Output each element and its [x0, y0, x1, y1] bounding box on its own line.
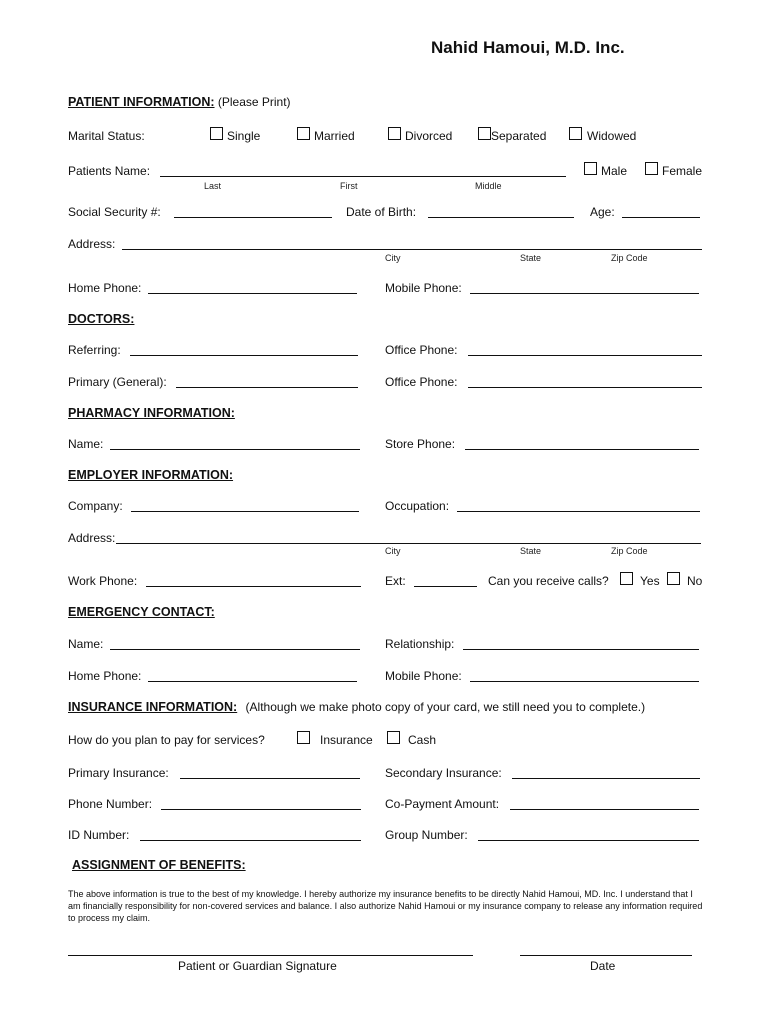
dob-field[interactable]	[428, 217, 574, 218]
widowed-checkbox[interactable]	[569, 127, 582, 140]
office-phone-label: Office Phone:	[385, 343, 458, 357]
pharmacy-name-field[interactable]	[110, 449, 360, 450]
primary-insurance-field[interactable]	[180, 778, 360, 779]
cash-checkbox[interactable]	[387, 731, 400, 744]
mobile-phone-label: Mobile Phone:	[385, 281, 462, 295]
address-field[interactable]	[122, 249, 702, 250]
insurance-option-label: Insurance	[320, 733, 373, 747]
male-option-label: Male	[601, 164, 628, 178]
relationship-field[interactable]	[463, 649, 699, 650]
store-phone-field[interactable]	[465, 449, 699, 450]
ssn-label: Social Security #:	[68, 205, 161, 219]
dob-label: Date of Birth:	[346, 205, 417, 219]
emergency-heading: EMERGENCY CONTACT:	[68, 605, 215, 619]
referring-label: Referring:	[68, 343, 121, 357]
name-last-caption: Last	[204, 181, 222, 191]
primary-office-phone-field[interactable]	[468, 387, 702, 388]
pharmacy-heading: PHARMACY INFORMATION:	[68, 406, 235, 420]
work-phone-label: Work Phone:	[68, 574, 138, 588]
home-phone-field[interactable]	[148, 293, 357, 294]
divorced-option-label: Divorced	[405, 129, 453, 143]
office-phone-label: Office Phone:	[385, 375, 458, 389]
calls-no-label: No	[687, 574, 703, 588]
emergency-mobile-phone-label: Mobile Phone:	[385, 669, 462, 683]
secondary-insurance-label: Secondary Insurance:	[385, 766, 502, 780]
name-first-caption: First	[340, 181, 358, 191]
date-label: Date	[590, 959, 616, 973]
company-field[interactable]	[131, 511, 359, 512]
occupation-label: Occupation:	[385, 499, 450, 513]
pay-question: How do you plan to pay for services?	[68, 733, 265, 747]
female-option-label: Female	[662, 164, 703, 178]
employer-address-label: Address:	[68, 531, 116, 545]
pharmacy-name-label: Name:	[68, 437, 104, 451]
ext-field[interactable]	[414, 586, 477, 587]
primary-doctor-label: Primary (General):	[68, 375, 167, 389]
store-phone-label: Store Phone:	[385, 437, 456, 451]
mobile-phone-field[interactable]	[470, 293, 699, 294]
group-number-field[interactable]	[478, 840, 699, 841]
insurance-heading-row	[68, 700, 645, 714]
assignment-heading: ASSIGNMENT OF BENEFITS:	[72, 858, 246, 872]
occupation-field[interactable]	[457, 511, 700, 512]
separated-checkbox[interactable]	[478, 127, 491, 140]
address-city-caption: City	[385, 253, 401, 263]
id-number-label: ID Number:	[68, 828, 130, 842]
group-number-label: Group Number:	[385, 828, 468, 842]
date-field[interactable]	[520, 955, 692, 956]
emergency-name-field[interactable]	[110, 649, 360, 650]
address-label: Address:	[68, 237, 116, 251]
primary-insurance-label: Primary Insurance:	[68, 766, 169, 780]
single-option-label: Single	[227, 129, 261, 143]
insurance-checkbox[interactable]	[297, 731, 310, 744]
employer-city-caption: City	[385, 546, 401, 556]
separated-option-label: Separated	[491, 129, 547, 143]
calls-no-checkbox[interactable]	[667, 572, 680, 585]
secondary-insurance-field[interactable]	[512, 778, 700, 779]
emergency-home-phone-field[interactable]	[148, 681, 357, 682]
ext-label: Ext:	[385, 574, 406, 588]
insurance-phone-field[interactable]	[161, 809, 361, 810]
name-middle-caption: Middle	[475, 181, 502, 191]
id-number-field[interactable]	[140, 840, 361, 841]
widowed-option-label: Widowed	[587, 129, 637, 143]
age-label: Age:	[590, 205, 615, 219]
signature-label: Patient or Guardian Signature	[178, 959, 337, 973]
emergency-name-label: Name:	[68, 637, 104, 651]
calls-yes-label: Yes	[640, 574, 660, 588]
insurance-phone-label: Phone Number:	[68, 797, 153, 811]
employer-address-field[interactable]	[116, 543, 701, 544]
calls-question: Can you receive calls?	[488, 574, 609, 588]
home-phone-label: Home Phone:	[68, 281, 142, 295]
assignment-text: The above information is true to the best of my knowledge. I hereby authorize my insurance benefits to be directly Nahid Hamoui, MD. Inc. I understand that I am financially responsibility for non-covered services and balance. I also authorize Nahid Hamoui or my insurance company to release any information required to process my claim.	[68, 889, 703, 923]
single-checkbox[interactable]	[210, 127, 223, 140]
cash-option-label: Cash	[408, 733, 437, 747]
insurance-heading: INSURANCE INFORMATION:	[68, 700, 238, 714]
relationship-label: Relationship:	[385, 637, 455, 651]
employer-state-caption: State	[520, 546, 542, 556]
divorced-checkbox[interactable]	[388, 127, 401, 140]
work-phone-field[interactable]	[146, 586, 361, 587]
referring-field[interactable]	[130, 355, 358, 356]
patient-info-note: (Please Print)	[217, 95, 291, 109]
copay-label: Co-Payment Amount:	[385, 797, 500, 811]
patient-name-field[interactable]	[160, 176, 566, 177]
signature-field[interactable]	[68, 955, 473, 956]
emergency-home-phone-label: Home Phone:	[68, 669, 142, 683]
marital-status-label: Marital Status:	[68, 129, 145, 143]
married-option-label: Married	[314, 129, 355, 143]
address-state-caption: State	[520, 253, 542, 263]
male-checkbox[interactable]	[584, 162, 597, 175]
address-zip-caption: Zip Code	[611, 253, 648, 263]
page-title: Nahid Hamoui, M.D. Inc.	[431, 38, 625, 57]
insurance-note: (Although we make photo copy of your card, we still need you to complete.)	[245, 700, 646, 714]
primary-doctor-field[interactable]	[176, 387, 358, 388]
employer-heading: EMPLOYER INFORMATION:	[68, 468, 234, 482]
ssn-field[interactable]	[174, 217, 332, 218]
referring-office-phone-field[interactable]	[468, 355, 702, 356]
doctors-heading: DOCTORS:	[68, 312, 135, 326]
female-checkbox[interactable]	[645, 162, 658, 175]
employer-zip-caption: Zip Code	[611, 546, 648, 556]
age-field[interactable]	[622, 217, 700, 218]
copay-field[interactable]	[510, 809, 699, 810]
patient-name-label: Patients Name:	[68, 164, 151, 178]
calls-yes-checkbox[interactable]	[620, 572, 633, 585]
patient-info-heading-row	[68, 95, 291, 109]
patient-info-heading: PATIENT INFORMATION:	[68, 95, 215, 109]
married-checkbox[interactable]	[297, 127, 310, 140]
emergency-mobile-phone-field[interactable]	[470, 681, 699, 682]
company-label: Company:	[68, 499, 123, 513]
